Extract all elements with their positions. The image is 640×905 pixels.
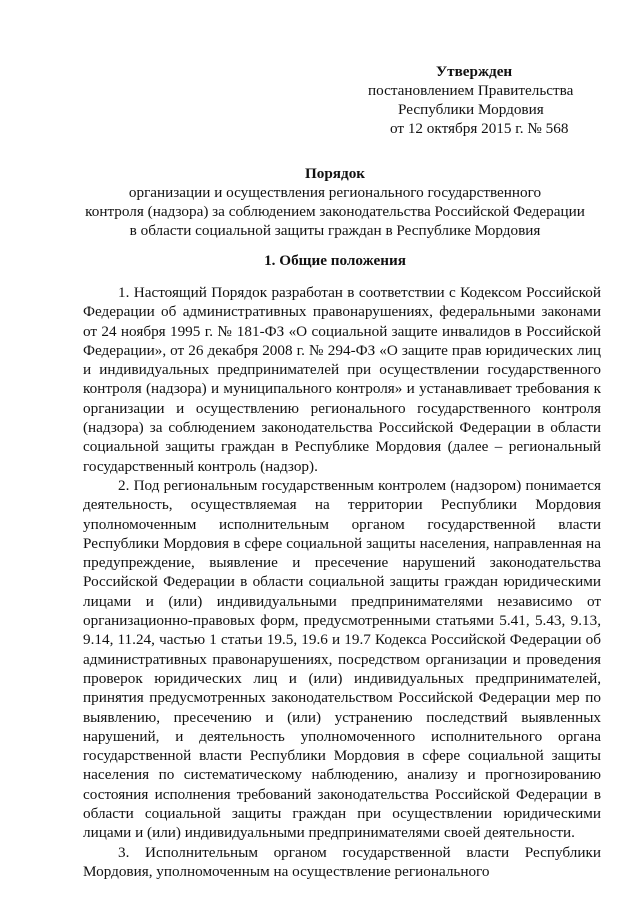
document-body	[83, 283, 601, 881]
section-heading: 1. Общие положения	[264, 252, 406, 269]
approval-line-3: от 12 октября 2015 г. № 568	[390, 120, 569, 137]
paragraph-2: 2. Под региональным государственным контролем (надзором) понимается деятельность, осуществляемая на территории Республики Мордовия уполномоченным исполнительным органом государственной власти Республики Мордовия в сфере социальной защиты населения, направленная на предупреждение, выявление и пресечение нарушений законодательства Российской Федерации в области социальной защиты граждан юридическими лицами и (или) индивидуальными предпринимателями независимо от организационно-правовых форм, предусмотренными статьями 5.41, 5.43, 9.13, 9.14, 11.24, частью 1 статьи 19.5, 19.6 и 19.7 Кодекса Российской Федерации об административных правонарушениях, посредством организации и проведения проверок юридических лиц и (или) индивидуальных предпринимателей, принятия предусмотренных законодательством Российской Федерации мер по выявлению, пресечению и (или) устранению последствий выявленных нарушений, и деятельность уполномоченного исполнительного органа государственной власти Республики Мордовия в сфере социальной защиты населения по систематическому наблюдению, анализу и прогнозированию состояния исполнения требований законодательства Российской Федерации в области социальной защиты граждан при осуществлении юридическими лицами и (или) индивидуальными предпринимателями своей деятельности.	[83, 476, 601, 842]
paragraph-1: 1. Настоящий Порядок разработан в соответствии с Кодексом Российской Федерации об административных правонарушениях, федеральными законами от 24 ноября 1995 г. № 181-ФЗ «О социальной защите инвалидов в Российской Федерации», от 26 декабря 2008 г. № 294-ФЗ «О защите прав юридических лиц и индивидуальных предпринимателей при осуществлении государственного контроля (надзора) и муниципального контроля» и устанавливает требования к организации и осуществлению регионального государственного контроля (надзора) за соблюдением законодательства Российской Федерации в области социальной защиты граждан в Республике Мордовия (далее – региональный государственный контроль (надзор).	[83, 284, 601, 475]
approval-line-2: Республики Мордовия	[398, 101, 544, 118]
paragraph-3: 3. Исполнительным органом государственной власти Республики Мордовия, уполномоченным на осуществление регионального	[83, 843, 601, 880]
document-title-line-3: в области социальной защиты граждан в Республике Мордовия	[129, 222, 541, 239]
document-title	[60, 164, 610, 240]
document-title-line-2: контроля (надзора) за соблюдением законодательства Российской Федерации	[85, 203, 585, 220]
approval-stamp	[360, 62, 600, 138]
approval-line-1: постановлением Правительства	[368, 82, 574, 99]
document-title-line-1: организации и осуществления регионального государственного	[128, 184, 542, 201]
document-title-heading: Порядок	[304, 165, 366, 182]
approval-title: Утвержден	[436, 63, 513, 80]
